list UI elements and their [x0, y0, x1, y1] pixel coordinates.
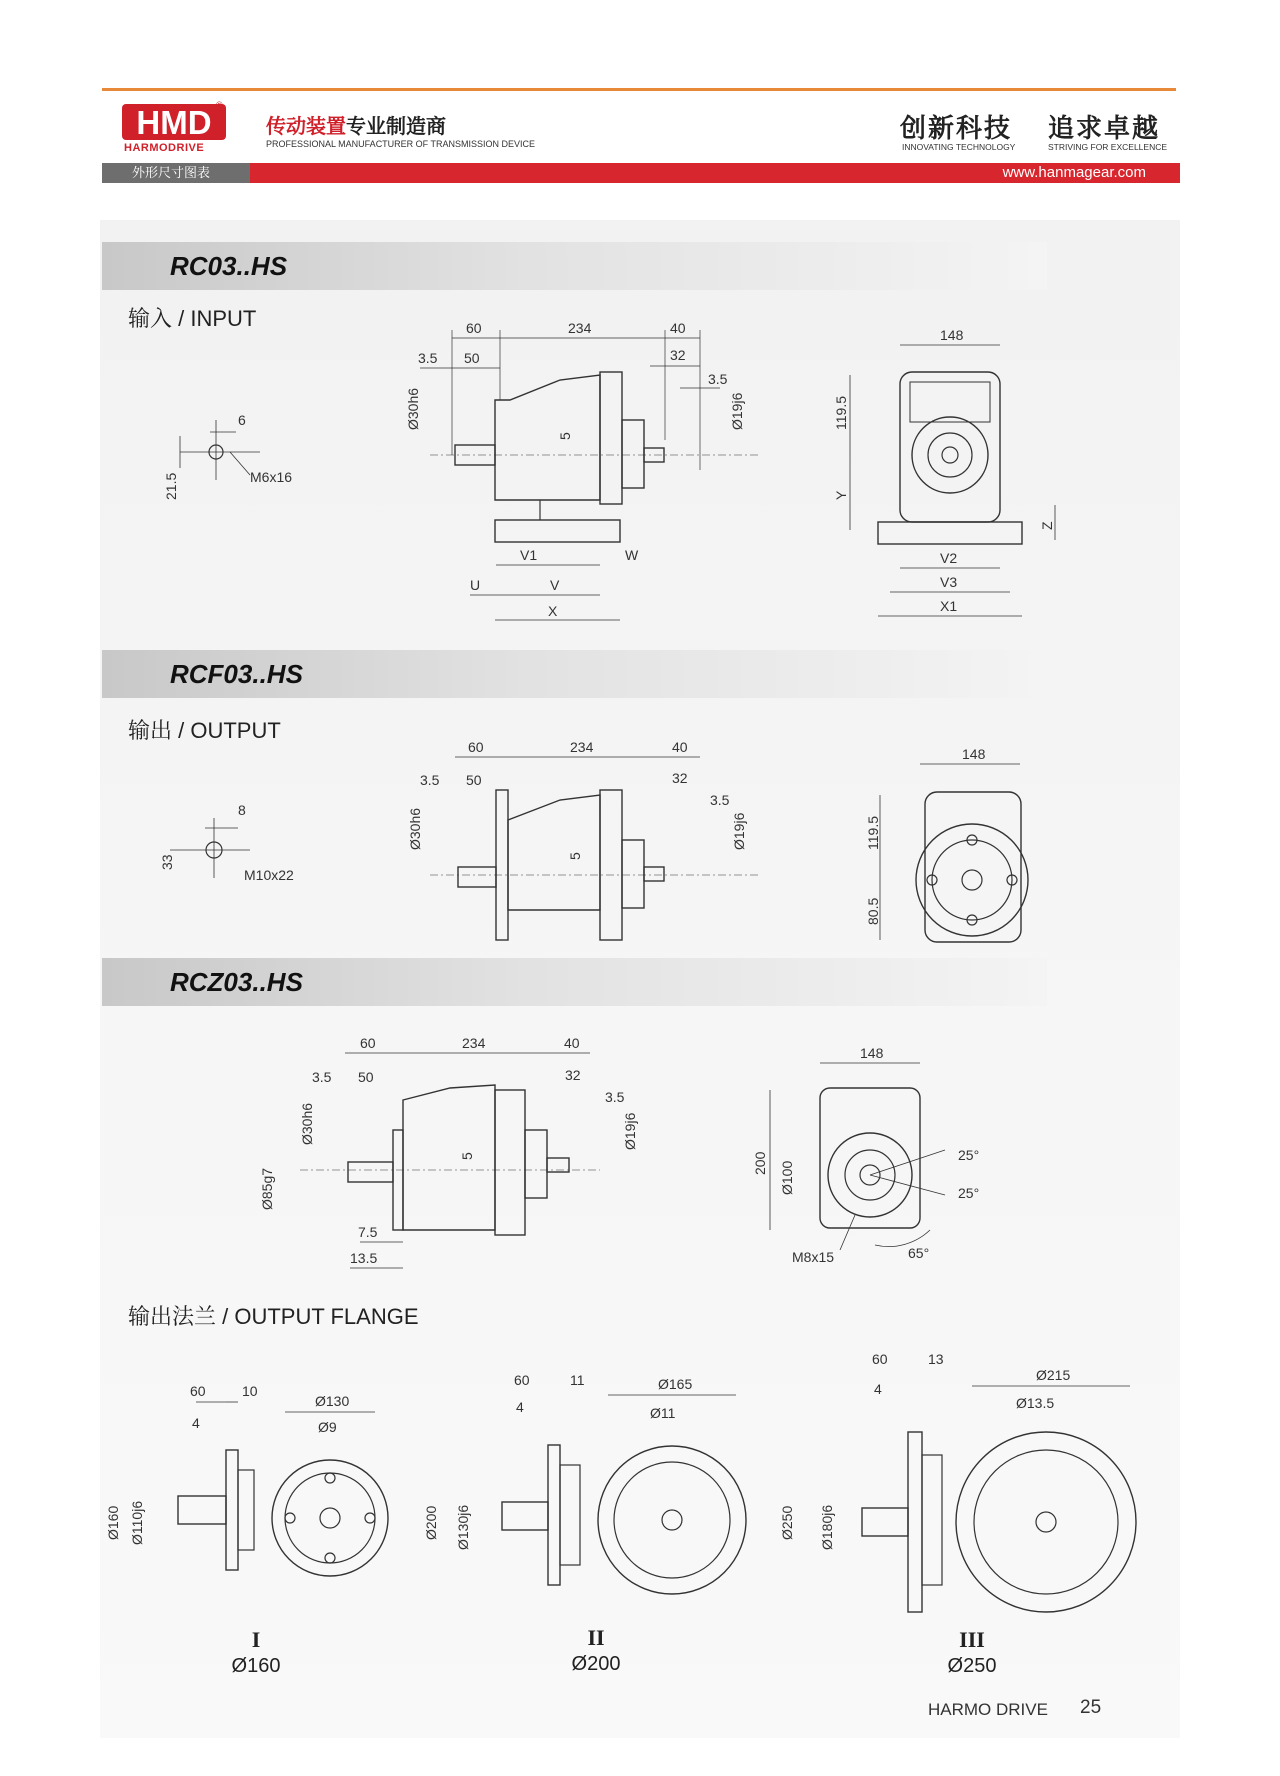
- dim-30h6-rcf: Ø30h6: [407, 807, 423, 850]
- page-number: 25: [1080, 1697, 1102, 1718]
- dim-w: W: [625, 547, 639, 563]
- flange-3-dim-spigot: Ø180j6: [819, 1504, 835, 1550]
- dim-v1: V1: [520, 547, 538, 563]
- flange-2-diameter: Ø200: [571, 1653, 621, 1675]
- flange-3-dim-c: 4: [874, 1381, 882, 1397]
- flange-2-dim-outer: Ø200: [423, 1505, 439, 1540]
- output-flange-title: 输出法兰 / OUTPUT FLANGE: [128, 1304, 419, 1329]
- flange-1-dim-b: 10: [242, 1383, 258, 1399]
- rc03-side-view: [405, 320, 760, 620]
- dim-5-rcz: 5: [459, 1152, 475, 1160]
- dim-25-b: 25°: [958, 1185, 980, 1201]
- dim-m6x16: M6x16: [250, 469, 293, 485]
- dim-3-5-rcf: 3.5: [420, 772, 440, 788]
- dim-80-5: 80.5: [865, 897, 881, 925]
- dim-25-a: 25°: [958, 1147, 980, 1163]
- rcz03-front-view: [752, 1045, 979, 1265]
- slogan-striving-en: STRIVING FOR EXCELLENCE: [1048, 142, 1168, 152]
- flange-3-roman: III: [959, 1627, 985, 1652]
- flange-1-dim-c: 4: [192, 1415, 200, 1431]
- dim-148-rcz: 148: [860, 1045, 884, 1061]
- slogan-striving: 追求卓越: [1048, 114, 1161, 144]
- header-title-black: 专业制造商: [346, 116, 446, 138]
- dim-60-rcf: 60: [468, 739, 484, 755]
- dim-z: Z: [1039, 521, 1055, 530]
- dim-32: 32: [670, 347, 686, 363]
- dim-19j6-rcz: Ø19j6: [622, 1112, 638, 1150]
- flange-1-diameter: Ø160: [231, 1655, 281, 1677]
- dim-40-rcz: 40: [564, 1035, 580, 1051]
- flange-1-roman: I: [251, 1627, 261, 1652]
- dim-50: 50: [464, 350, 480, 366]
- dim-y: Y: [833, 490, 849, 500]
- section-sub-output: 输出 / OUTPUT: [128, 718, 281, 743]
- dim-3-5-b: 3.5: [708, 371, 728, 387]
- flange-2-roman: II: [587, 1625, 605, 1650]
- flange-1-dim-pcd: Ø130: [315, 1393, 350, 1409]
- rcf03-side-view: [407, 739, 760, 940]
- dim-7-5: 7.5: [358, 1224, 378, 1240]
- dim-21-5: 21.5: [163, 472, 179, 500]
- dim-x1: X1: [940, 598, 958, 614]
- dim-m8x15: M8x15: [792, 1249, 835, 1265]
- section-title-rc03: RC03..HS: [170, 251, 288, 281]
- section-label-bar: 外形尺寸图表: [102, 163, 250, 183]
- logo-text: HMD: [136, 104, 212, 141]
- dim-v2: V2: [940, 550, 958, 566]
- dim-3-5-rcz: 3.5: [312, 1069, 332, 1085]
- dim-85g7: Ø85g7: [259, 1167, 275, 1210]
- rc03-input-shaft-end: [163, 412, 292, 500]
- flange-1-dim-outer: Ø160: [105, 1505, 121, 1540]
- flange-3-dim-pcd: Ø215: [1036, 1367, 1071, 1383]
- flange-2-dim-hole: Ø11: [650, 1405, 676, 1421]
- flange-1-dim-hole: Ø9: [318, 1419, 337, 1435]
- footer-brand: HARMO DRIVE: [928, 1700, 1048, 1719]
- dim-3-5-rcf-b: 3.5: [710, 792, 730, 808]
- dim-19j6-rcf: Ø19j6: [731, 812, 747, 850]
- flange-2-drawing: [423, 1372, 746, 1594]
- dim-65: 65°: [908, 1245, 930, 1261]
- dim-3-5-rcz-b: 3.5: [605, 1089, 625, 1105]
- flange-3-dim-outer: Ø250: [779, 1505, 795, 1540]
- dim-234-rcf: 234: [570, 739, 594, 755]
- flange-1-dim-spigot: Ø110j6: [129, 1500, 145, 1545]
- dim-50-rcz: 50: [358, 1069, 374, 1085]
- registered-mark: ®: [216, 100, 223, 110]
- dim-100: Ø100: [779, 1160, 795, 1195]
- flange-2-dim-a: 60: [514, 1372, 530, 1388]
- dim-148: 148: [940, 327, 964, 343]
- dim-m10x22: M10x22: [244, 867, 294, 883]
- flange-1-drawing: [105, 1383, 388, 1576]
- dim-200-rcz: 200: [752, 1151, 768, 1175]
- section-sub-input: 输入 / INPUT: [128, 306, 257, 331]
- dim-5: 5: [557, 432, 573, 440]
- dim-19j6: Ø19j6: [729, 392, 745, 430]
- dim-3-5: 3.5: [418, 350, 438, 366]
- slogan-innovating-en: INNOVATING TECHNOLOGY: [902, 142, 1016, 152]
- dim-8: 8: [238, 802, 246, 818]
- flange-2-dim-b: 11: [570, 1372, 585, 1388]
- dim-6: 6: [238, 412, 246, 428]
- dim-40: 40: [670, 320, 686, 336]
- dim-234: 234: [568, 320, 592, 336]
- section-title-rcz03: RCZ03..HS: [170, 967, 303, 997]
- flange-3-dim-a: 60: [872, 1351, 888, 1367]
- logo-subtext: HARMODRIVE: [124, 142, 205, 154]
- section-title-rcf03: RCF03..HS: [170, 659, 303, 689]
- dim-30h6-rcz: Ø30h6: [299, 1102, 315, 1145]
- dim-32-rcz: 32: [565, 1067, 581, 1083]
- website-bar[interactable]: www.hanmagear.com: [250, 163, 1180, 183]
- dim-30h6: Ø30h6: [405, 387, 421, 430]
- rcf03-front-view: [865, 746, 1028, 942]
- dim-5-rcf: 5: [567, 852, 583, 860]
- dim-v: V: [550, 577, 560, 593]
- dim-119-5: 119.5: [833, 396, 849, 430]
- rcf03-output-shaft-end: [159, 802, 294, 883]
- dim-32-rcf: 32: [672, 770, 688, 786]
- dim-119-5-rcf: 119.5: [865, 816, 881, 850]
- dim-x: X: [548, 603, 558, 619]
- flange-1-dim-a: 60: [190, 1383, 206, 1399]
- flange-2-dim-c: 4: [516, 1399, 524, 1415]
- flange-2-dim-pcd: Ø165: [658, 1376, 693, 1392]
- flange-3-dim-hole: Ø13.5: [1016, 1395, 1055, 1411]
- dim-60-rcz: 60: [360, 1035, 376, 1051]
- header-title-red: 传动装置: [266, 116, 346, 138]
- dim-33: 33: [159, 854, 175, 870]
- flange-3-drawing: [779, 1351, 1136, 1612]
- dim-50-rcf: 50: [466, 772, 482, 788]
- flange-2-dim-spigot: Ø130j6: [455, 1504, 471, 1550]
- dim-u: U: [470, 577, 481, 593]
- dim-13-5: 13.5: [350, 1250, 378, 1266]
- rcz03-side-view: [259, 1035, 638, 1268]
- flange-3-dim-b: 13: [928, 1351, 944, 1367]
- slogan-innovating: 创新科技: [900, 114, 1013, 144]
- header-subtitle: PROFESSIONAL MANUFACTURER OF TRANSMISSION DEVICE: [266, 139, 536, 149]
- dim-v3: V3: [940, 574, 958, 590]
- dim-148-rcf: 148: [962, 746, 986, 762]
- dim-234-rcz: 234: [462, 1035, 486, 1051]
- dim-60: 60: [466, 320, 482, 336]
- flange-3-diameter: Ø250: [947, 1655, 997, 1677]
- dim-40-rcf: 40: [672, 739, 688, 755]
- rc03-front-view: [833, 327, 1055, 616]
